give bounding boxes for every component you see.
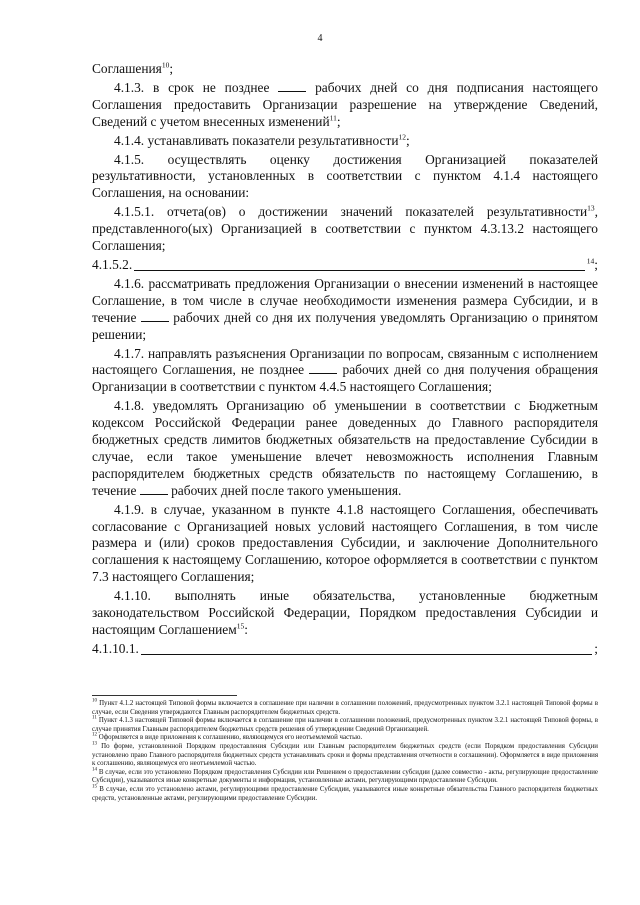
paragraph-4-1-5-1 — [92, 204, 598, 255]
paragraph-tail: ; — [169, 61, 174, 76]
paragraph-4-1-7 — [92, 346, 598, 397]
paragraph-tail: : — [244, 622, 248, 637]
footnotes — [92, 700, 598, 803]
paragraph-text: 4.1.7. направлять разъяснения Организации по вопросам, связанным с исполнением настоящего Соглашения, не позднее — [92, 345, 598, 378]
blank-line — [141, 310, 169, 322]
paragraph-text: 4.1.3. в срок не позднее — [114, 79, 279, 95]
paragraph-text: 4.1.8. уведомлять Организацию об уменьшении в соответствии с Бюджетным кодексом Российской Федерации ранее доведенных до Главного распорядителя бюджетных средств лимитов бюджетных обязательств на предоставление Субсидии в случае, если такое уменьшение влечет невозможность исполнения Главным распорядителем бюджетных средств обязательств по настоящему Соглашению, в течение — [92, 398, 598, 498]
footnote-ref: 10 — [161, 60, 170, 70]
paragraph-4-1-9: 4.1.9. в случае, указанном в пункте 4.1.8 настоящего Соглашения, обеспечивать согласование с Организацией новых условий настоящего Соглашения, в том числе размера и (или) сроков предоставления Субсидии, и заключение Дополнительного соглашения к настоящему Соглашению, которое оформляется в соответствии с пунктом 7.3 настоящего Соглашения; — [92, 501, 598, 585]
footnote-ref: 11 — [329, 113, 337, 123]
paragraph-text: Соглашения — [92, 61, 162, 76]
paragraph-4-1-3 — [92, 80, 598, 131]
blank-line — [140, 483, 168, 495]
footnote-text: Пункт 4.1.3 настоящей Типовой формы включается в соглашение при наличии в соглашении положений, предусмотренных пунктом 3.2.1 настоящей Типовой формы, в случае принятия Главным распорядителем бюджетных средств решения об утверждении Сведений Организацией. — [92, 717, 598, 733]
paragraph-text: , представленного(ых) Организацией в соответствии с пунктом 4.3.13.2 настоящего Соглашения; — [92, 204, 598, 254]
paragraph-tail: ; — [406, 132, 410, 148]
paragraph-tail: ; — [336, 113, 341, 129]
paragraph-continuation — [92, 61, 598, 78]
paragraph-text: рабочих дней после такого уменьшения. — [167, 482, 402, 498]
footnote-ref: 13 — [587, 203, 595, 213]
footnote-ref: 12 — [398, 132, 407, 142]
footnote — [92, 717, 598, 734]
footnote-text: В случае, если это установлено актами, регулирующими предоставление Субсидии, указываются иные конкретные обязательства Главного распорядителя бюджетных средств, установленные актами, регулирующими предоставление Субсидии. — [92, 785, 598, 802]
paragraph-tail: ; — [594, 256, 598, 272]
footnote — [92, 769, 598, 786]
paragraph-4-1-5-2 — [92, 257, 598, 274]
paragraph-label: 4.1.10.1. — [92, 640, 139, 656]
footnote-text: Оформляется в виде приложения к соглашению, являющемуся его неотъемлемой частью. — [98, 734, 363, 742]
paragraph-4-1-4 — [92, 133, 598, 150]
paragraph-4-1-10 — [92, 588, 598, 639]
paragraph-4-1-8 — [92, 398, 598, 499]
paragraph-text: рабочих дней со дня подписания настоящего Соглашения предоставить Организации разрешение на утверждение Сведений, Сведений с учетом внесенных изменений — [92, 79, 598, 129]
paragraph-text: 4.1.4. устанавливать показатели результативности — [114, 132, 399, 148]
paragraph-text: 4.1.5.1. отчета(ов) о достижении значений показателей результативности — [114, 204, 588, 220]
paragraph-text: 4.1.10. выполнять иные обязательства, установленные бюджетным законодательством Российской Федерации, Порядком предоставления Субсидии и настоящим Соглашением — [92, 588, 598, 637]
paragraph-4-1-5: 4.1.5. осуществлять оценку достижения Организацией показателей результативности, установленных в соответствии с пунктом 4.1.4 настоящего Соглашения, на основании: — [92, 151, 598, 201]
footnote-number: 15 — [92, 784, 97, 790]
footnote-number: 14 — [92, 767, 97, 773]
footnote-ref: 14 — [586, 256, 595, 266]
footnote — [92, 700, 598, 717]
page-number: 4 — [317, 33, 323, 44]
footnote-number: 11 — [92, 715, 97, 721]
paragraph-4-1-6 — [92, 276, 598, 344]
footnote-number: 13 — [92, 741, 97, 747]
blank-line — [309, 362, 337, 374]
paragraph-text: рабочих дней со дня их получения уведомлять Организацию о принятом решении; — [92, 309, 599, 342]
paragraph-label: 4.1.5.2. — [92, 256, 133, 272]
footnote-text: Пункт 4.1.2 настоящей Типовой формы включается в соглашение при наличии в соглашении положений, предусмотренных пунктом 3.2.1 настоящей Типовой формы в случае, если Сведения утверждаются Главным распорядителем бюджетных средств. — [92, 700, 598, 716]
paragraph-text: рабочих дней со дня получения обращения Организации в соответствии с пунктом 4.4.5 настоящего Соглашения; — [92, 362, 598, 395]
document-body — [92, 61, 598, 660]
paragraph-text: 4.1.6. рассматривать предложения Организации о внесении изменений в настоящее Соглашение, в том числе в случае необходимости изменения размера Субсидии, и в течение — [92, 275, 598, 325]
footnote-ref: 15 — [236, 621, 245, 631]
blank-line — [278, 80, 306, 92]
fill-line — [141, 654, 592, 655]
paragraph-4-1-10-1 — [92, 641, 598, 658]
footnote-text: В случае, если это установлено Порядком предоставления Субсидии или Решением о предоставлении субсидии (далее совместно - акты, регулирующие предоставление Субсидии), указываются иные конкретные документы и информация, установленные актами, регулирующими предоставление Субсидии. — [92, 768, 598, 785]
footnote-number: 12 — [92, 733, 97, 739]
footnote — [92, 743, 598, 769]
footnote-separator — [92, 695, 237, 696]
footnote — [92, 786, 598, 803]
fill-line — [134, 270, 585, 271]
footnote — [92, 734, 598, 743]
paragraph-tail: ; — [594, 640, 598, 656]
footnote-number: 10 — [92, 698, 97, 704]
footnote-text: По форме, установленной Порядком предоставления Субсидии или Главным распорядителем бюджетных средств (если Порядком предоставления Субсидии установлено право Главного распорядителя бюджетных средств устанавливать сроки и формы представления отчетности в соглашении). Оформляется в виде приложения к соглашению, являющемуся его неотъемлемой частью. — [92, 742, 598, 768]
